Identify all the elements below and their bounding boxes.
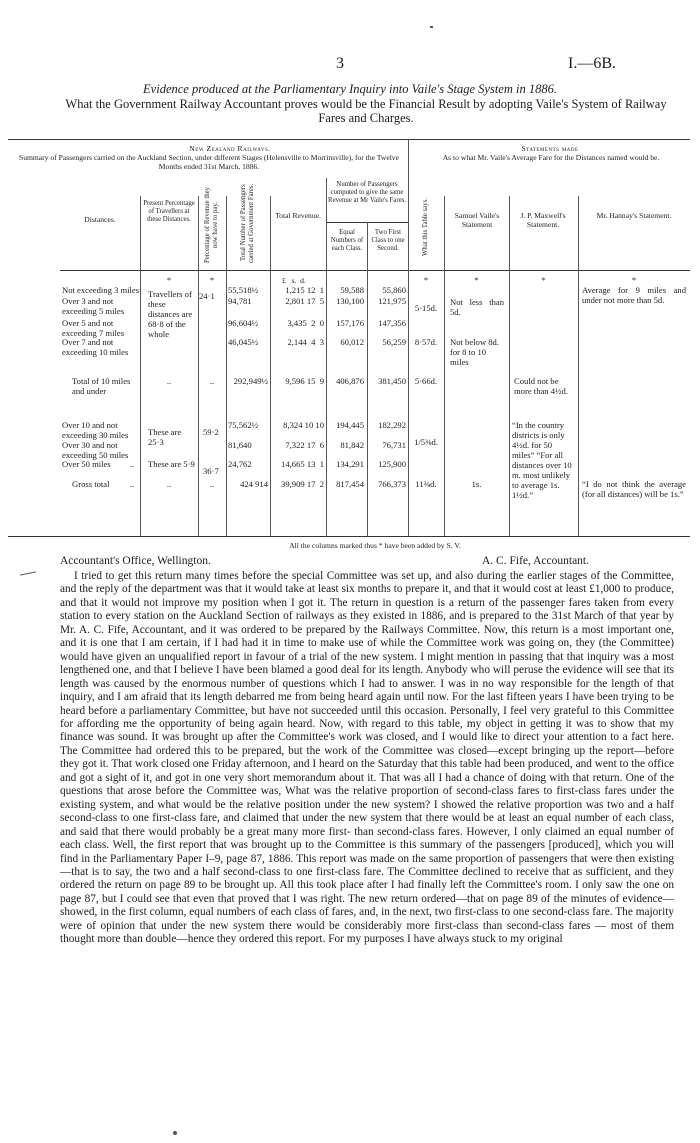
revenue-value: 9,596 15 9: [285, 376, 324, 386]
travellers-percentage: Travellers of these distances are 68·8 of the whole: [148, 289, 193, 339]
body-paragraph: [60, 570, 674, 947]
revenue-value: 2,801 17 5: [285, 296, 324, 306]
left-panel-subtitle: Summary of Passengers carried on the Auckland Section, under different Stages (Helensville to Morrinsville), for the Twelve Months ended 31st March, 1886.: [18, 153, 400, 171]
revenue-percentage: 24·1: [199, 291, 215, 301]
accountant-signature: A. C. Fife, Accountant.: [482, 555, 589, 567]
table-header-rule: [60, 270, 690, 271]
passengers-value: 46,045½: [228, 337, 259, 347]
travellers-percentage: These are 25·3: [148, 427, 182, 447]
table-footnote: All the columns marked thus * have been added by S. V.: [289, 541, 461, 550]
equal-class-value: 81,842: [340, 440, 364, 450]
vaile-statement-value: Not less than 5d.: [450, 297, 504, 317]
passengers-value: 94,781: [228, 296, 252, 306]
vaile-statement-value: 1s.: [471, 479, 482, 489]
two-first-value: 76,731: [382, 440, 406, 450]
two-first-value: 121,975: [378, 296, 406, 306]
header-total-passengers: [227, 178, 269, 268]
office-line: Accountant's Office, Wellington.: [60, 555, 211, 567]
scan-mark: [173, 1131, 177, 1135]
two-first-value: 56,259: [382, 337, 406, 347]
revenue-value: 14,665 13 1: [281, 459, 324, 469]
passengers-value: 424 914: [240, 479, 268, 489]
two-first-value: 766,373: [378, 479, 406, 489]
table-top-rule: [8, 139, 690, 140]
row-dots: ..: [130, 459, 135, 469]
header-distances: Distances.: [84, 215, 116, 224]
header-number-group: Number of Passengers computed to give the same Revenue at Mr Vaile's Fares.: [328, 181, 406, 204]
revenue-value: 7,322 17 6: [285, 440, 324, 450]
hannay-statement-value: “I do not think the average (for all distances) will be 1s.”: [582, 479, 686, 499]
money-units-header: £ s. d.: [282, 276, 306, 285]
revenue-value: 3,435 2 0: [287, 318, 324, 328]
revenue-value: 8,324 10 10: [283, 420, 324, 430]
two-first-value: 381,450: [378, 376, 406, 386]
revenue-value: 1,215 12 1: [285, 285, 324, 295]
paragraph-text: I tried to get this return many times before the special Committee was set up, and also during the earlier stages of the Committee, and the reply of the department was that it would take at least six months to prepare it, and that it would cost at least £1,000 to produce, and that it would not improve my position when I got it. The return in question is a return of the passenger fares taken from every station to every station on the Auckland Section of railways as they existed in 1886, and is prepared to the 31st March of that year by Mr. A. C. Fife, Accountant, and it was ordered to be prepared by the Railways Committee. Now, this return is a most important one, and it is one that I am certain, if I had had it in time to make use of while the Committee work was going on, they (the Committee) would have given an unqualified report in favour of a trial of the new system. I might mention in passing that that inquiry was a most lengthened one, and that I believe I have been blamed a good deal for its length. Anybody who will peruse the evidence will see that its length was caused by the enormous number of questions which I had to answer. I was in no way responsible for the length of that inquiry, and I am afraid that its length debarred me from being heard again until now. For the last fifteen years I have been trying to be heard before a parliamentary Committee, but have not succeeded until this occasion. Personally, I feel very grateful to this Committee for affording me the opportunity of being again heard. Now, with regard to this table, my object in getting it was to show that my finance was sound. It was brought up after the Committee's work was closed, and I would like to direct your attention to a fact here. The Committee had ordered this to be prepared, but the work of the Committee was closed—except bringing up the report—before they got it. That work closed one Friday afternoon, and I heard on the Saturday that this table had been produced, and went to the office and got a sight of it, and got in one very short memorandum about it. That was all I had a chance of doing with that return. One of the questions that arose before the Committee was, What was the relative proportion of second-class fares to first-class fares under the existing system, and what would be the relative position under the new system? I showed the relative proportion was two and a half second-class to one first-class fare, and claimed that under the new system that there would be at least an equal number of each class, and said that there would probably be a great many more first- than second-class fares. However, I only claimed an equal number of each class. Well, the first report that was brought up to the Committee is this summary of the passengers [produced], which you will find in the Parliamentary Paper I–9, page 87, 1886. This report was made on the same proportion of passengers that were then existing—that is to say, the two and a half second-class to one first-class fare. The Committee declined to receive that as sufficient, and they ordered the return on page 89 to be brought up. All this took place after I had finally left the Committee's room. I only saw the one on page 87, but I could see that even that proved that I was right. The new return ordered—that on page 89 of the minutes of evidence—showed, in the first column, equal numbers of each class of fares, and, in the next, two first-class to one second-class fare. The majority were of opinion that under the new system there would be considerably more first-class than second-class fares — most of them thought more than double—hence they ordered this report. For my purposes I have always stuck to my original: [60, 570, 674, 946]
equal-class-value: 130,100: [336, 296, 364, 306]
passengers-value: 292,949½: [233, 376, 268, 386]
equal-class-value: 59,588: [340, 285, 364, 295]
added-column-marker: *: [631, 275, 637, 285]
hannay-statement-value: Average for 9 miles and under not more than 5d.: [582, 285, 686, 305]
maxwell-statement-value: Could not be more than 4½d.: [514, 376, 568, 396]
row-dots: ..: [130, 479, 135, 489]
row-label: Over 3 and not exceeding 5 miles: [62, 296, 125, 316]
header-two-first: Two First Class to one Second.: [371, 229, 405, 252]
equal-class-value: 157,176: [336, 318, 364, 328]
added-column-marker: *: [474, 275, 479, 285]
table-bottom-rule: [8, 536, 690, 537]
col-divider: [578, 196, 579, 536]
total-revenue-percentage: ..: [209, 376, 215, 386]
row-label: Gross total: [72, 479, 110, 489]
maxwell-statement-value: “In the country districts is only 4½d. for 50 miles” “For all distances over 10 m. most unlikely to average 1s. 1½d.”: [512, 420, 572, 500]
equal-class-value: 406,876: [336, 376, 364, 386]
col-divider: [509, 196, 510, 536]
equal-class-value: 194,445: [336, 420, 364, 430]
two-first-value: 147,356: [378, 318, 406, 328]
vaile-statement-value: Not below 8d. for 8 to 10 miles: [450, 337, 499, 367]
row-label: Over 10 and not exceeding 30 miles: [62, 420, 129, 440]
table-says-value: 8·57d.: [414, 337, 438, 347]
header-table-says-text: What this Table says.: [422, 198, 429, 256]
equal-class-value: 817,454: [336, 479, 364, 489]
equal-class-value: 134,291: [336, 459, 364, 469]
passengers-value: 55,518½: [228, 285, 259, 295]
table-says-value: 1/5⅜d.: [414, 437, 438, 447]
left-panel-title: New Zealand Railways.: [189, 144, 271, 153]
page-number: 3: [336, 55, 344, 72]
row-label: Total of 10 miles and under: [72, 376, 131, 396]
header-total-passengers-text: Total Number of Passengers carried at Government Fares.: [240, 183, 255, 263]
travellers-percentage: These are 5·9: [148, 459, 195, 469]
header-total-revenue: Total Revenue.: [275, 211, 321, 220]
row-label: Over 50 miles: [62, 459, 111, 469]
table-says-value: 11⅜d.: [415, 479, 437, 489]
passengers-value: 24,762: [228, 459, 252, 469]
revenue-value: 39,909 17 2: [281, 479, 324, 489]
document-reference: I.—6B.: [568, 55, 616, 72]
right-panel-subtitle: As to what Mr. Vaile's Average Fare for the Distances named would be.: [442, 153, 660, 162]
header-equal-numbers: Equal Numbers of each Class.: [330, 229, 364, 252]
revenue-percentage: 36·7: [203, 466, 219, 476]
added-column-marker: *: [541, 275, 546, 285]
added-column-marker: *: [209, 275, 215, 285]
page-heading: What the Government Railway Accountant proves would be the Financial Result by adopting Vaile's System of Railway Fares and Charges.: [65, 97, 667, 125]
row-label: Over 7 and not exceeding 10 miles: [62, 337, 129, 357]
gross-percentage: ..: [166, 479, 172, 489]
added-column-marker: *: [423, 275, 429, 285]
scan-mark: [430, 26, 433, 28]
two-first-value: 182,292: [378, 420, 406, 430]
passengers-value: 96,604½: [228, 318, 259, 328]
header-present-percentage: Present Percentage of Travellers at these Distances.: [143, 200, 195, 223]
table-says-value: 5·66d.: [414, 376, 438, 386]
added-column-marker: *: [166, 275, 172, 285]
header-percentage-revenue-text: Percentage of Revenue they now have to pay.: [204, 186, 219, 264]
header-maxwell-statement: J. P. Maxwell's Statement.: [520, 211, 566, 229]
passengers-value: 81,640: [228, 440, 252, 450]
header-percentage-revenue: [199, 183, 225, 267]
table-says-value: 5·15d.: [414, 303, 438, 313]
passengers-value: 75,562½: [228, 420, 259, 430]
header-hannay-statement: Mr. Hannay's Statement.: [596, 211, 672, 220]
header-table-says: [409, 186, 443, 268]
row-label: Over 5 and not exceeding 7 miles: [62, 318, 125, 338]
two-first-value: 55,860: [382, 285, 406, 295]
two-first-value: 125,900: [378, 459, 406, 469]
equal-class-value: 60,012: [340, 337, 364, 347]
header-vaile-statement: Samuel Vaile's Statement: [454, 211, 500, 229]
row-label: Over 30 and not exceeding 50 miles: [62, 440, 129, 460]
scan-mark: [20, 571, 36, 575]
total-percentage: ..: [166, 376, 172, 386]
evidence-title: Evidence produced at the Parliamentary Inquiry into Vaile's Stage System in 1886.: [143, 82, 557, 96]
gross-revenue-percentage: ..: [209, 479, 215, 489]
right-panel-title: Statements made: [521, 144, 579, 153]
revenue-value: 2,144 4 3: [287, 337, 324, 347]
revenue-percentage: 59·2: [203, 427, 219, 437]
row-label: Not exceeding 3 miles: [62, 285, 140, 295]
